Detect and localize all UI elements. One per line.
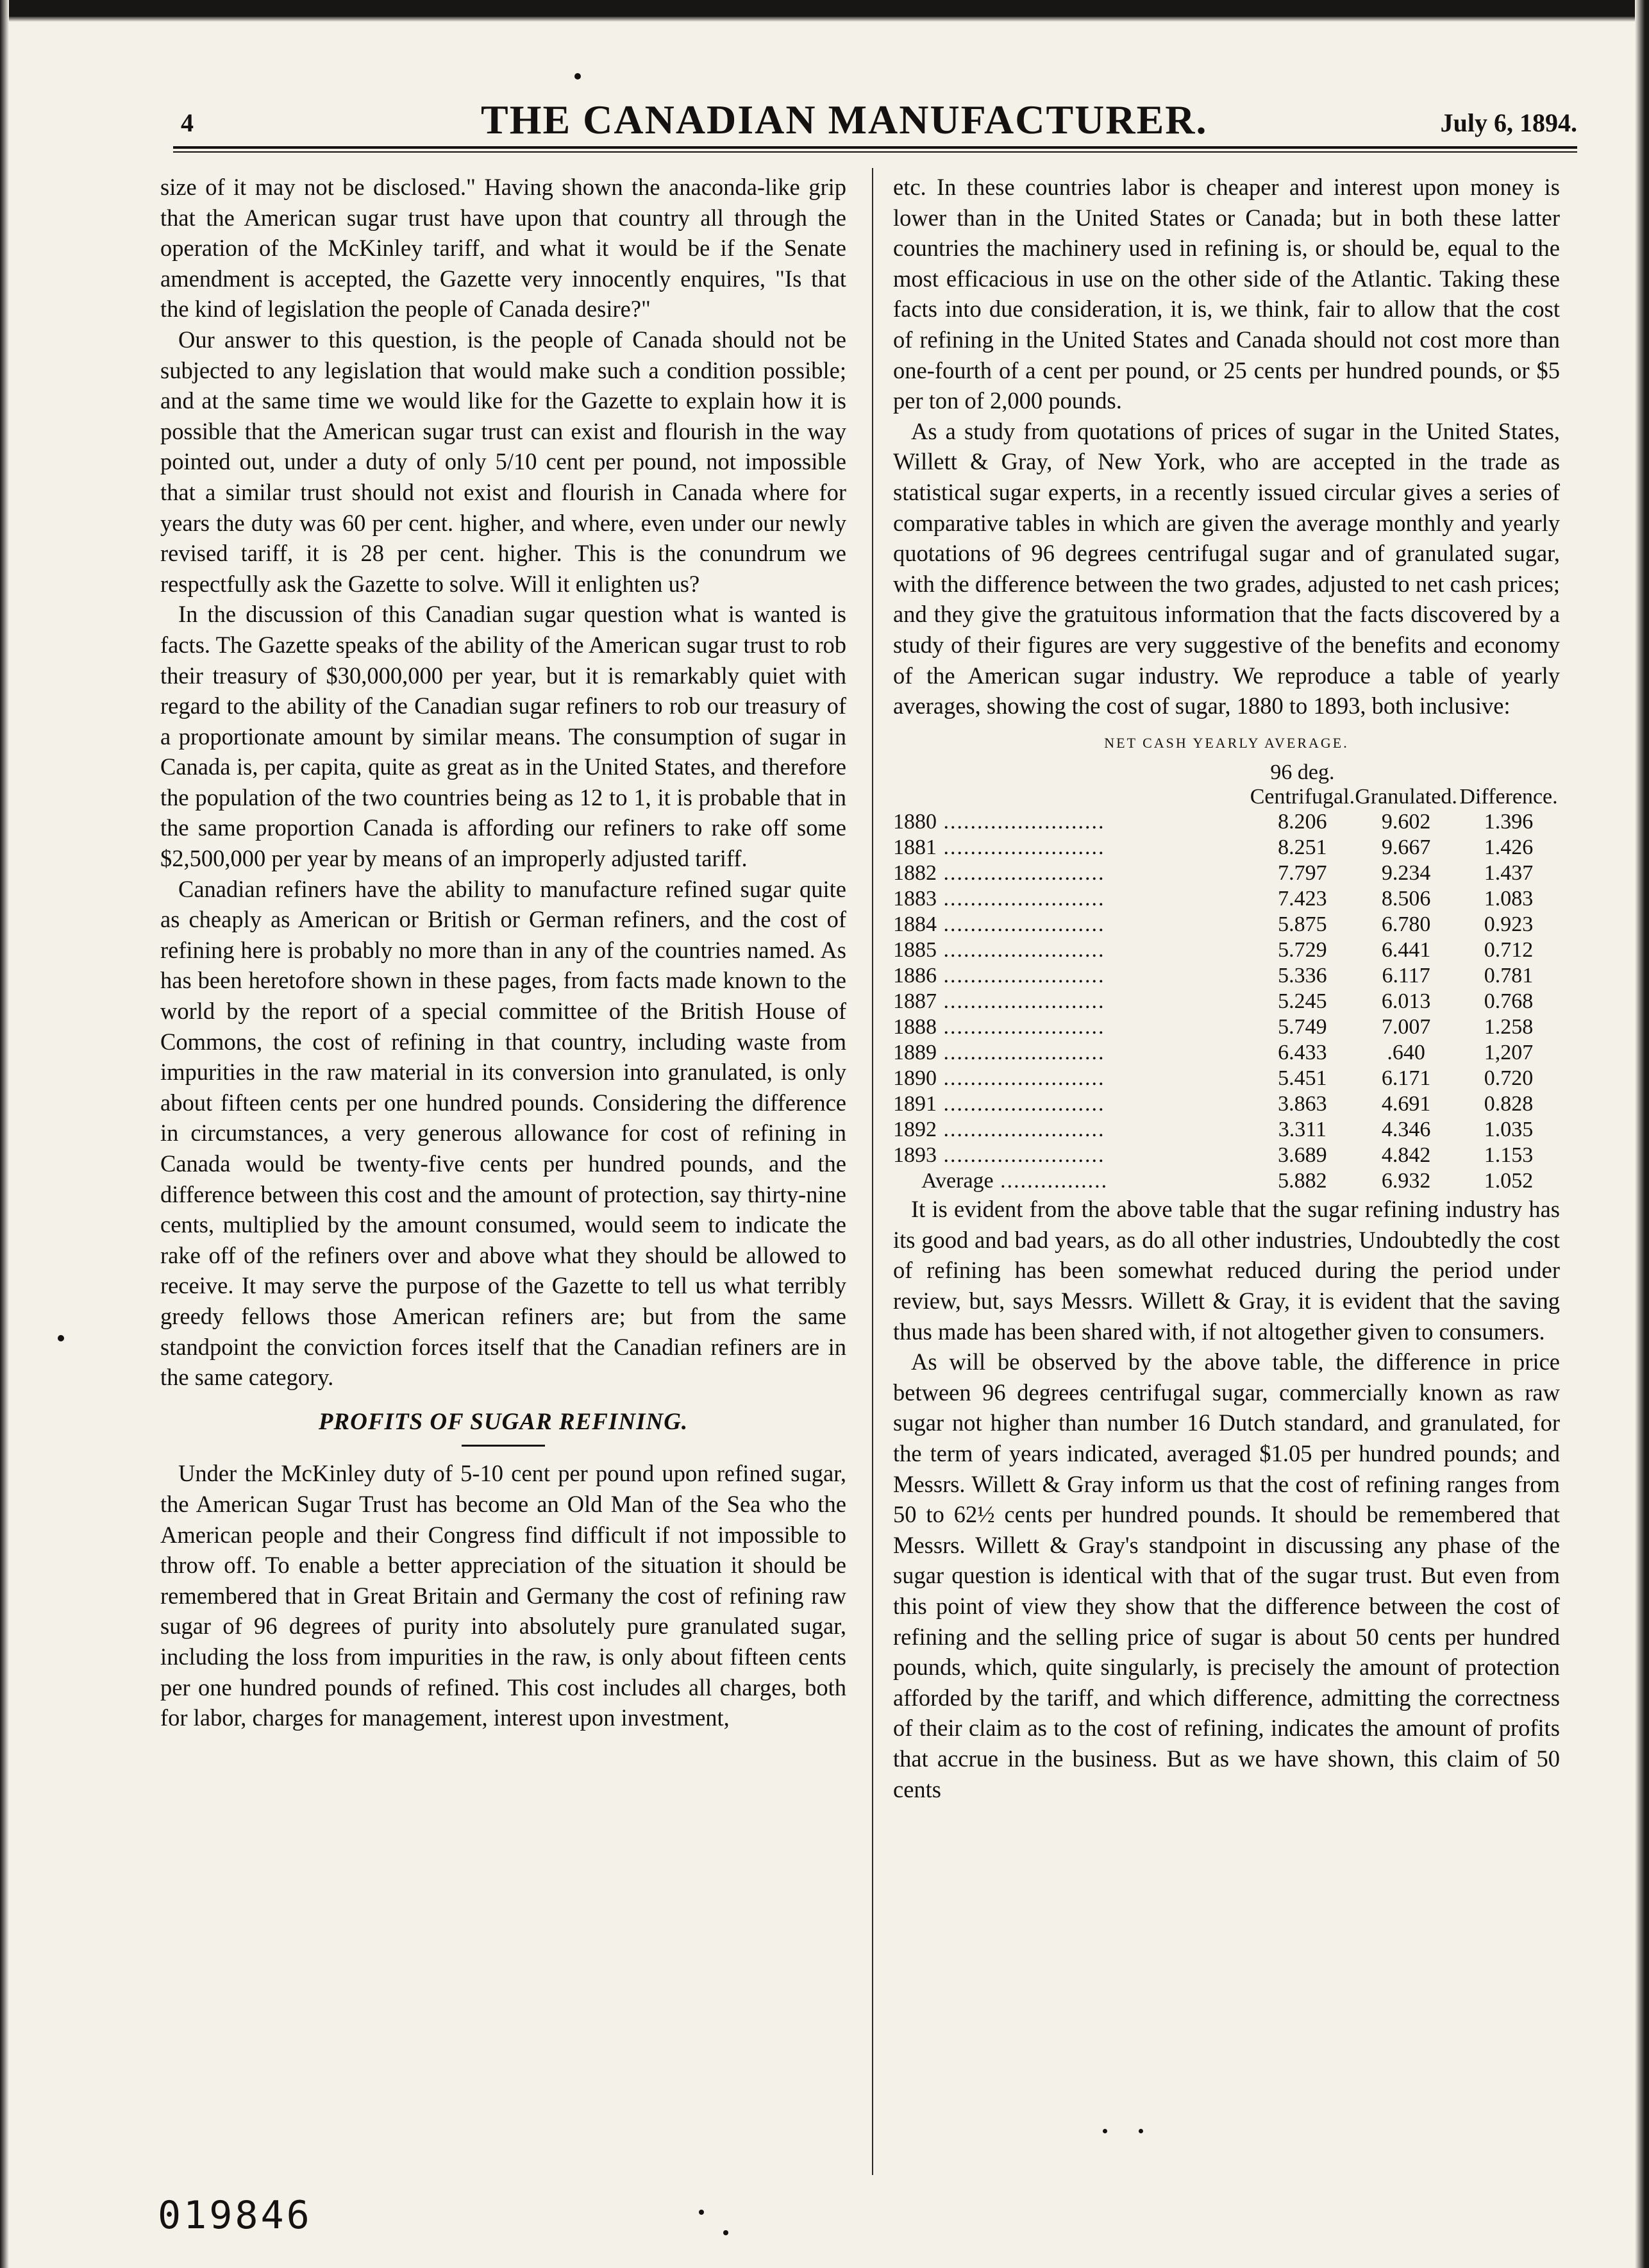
year-label: 1889 xyxy=(893,1041,937,1065)
year-label: Average xyxy=(921,1169,994,1193)
table-cell-year xyxy=(893,1066,1250,1091)
leader-dots: ........................ xyxy=(937,1015,1105,1039)
year-label: 1893 xyxy=(893,1143,937,1168)
article-paragraph: In the discussion of this Canadian sugar question what is wanted is facts. The Gazette speaks of the ability of the American sugar trust to rob their treasury of $30,000,000 per year, but it is remarkably quiet with regard to the ability of the Canadian sugar refiners to rob our treasury of a proportionate amount by similar means. The consumption of sugar in Canada is, per capita, quite as great as in the United States, and therefore the population of the two countries being as 12 to 1, it is probable that in the same proportion Canada is affording our refiners to rake off some $2,500,000 per year by means of an improperly adjusted tariff. xyxy=(160,601,846,872)
year-label: 1885 xyxy=(893,938,937,962)
table-header-difference: Difference. xyxy=(1459,785,1558,809)
section-heading: PROFITS OF SUGAR REFINING. xyxy=(318,1408,689,1435)
leader-dots: ........................ xyxy=(937,1118,1105,1142)
table-cell-difference: 1.035 xyxy=(1484,1118,1534,1142)
table-cell-centrifugal: 5.729 xyxy=(1278,938,1327,962)
catalog-number: 019846 xyxy=(158,2193,312,2238)
table-row xyxy=(893,1066,1560,1091)
table-row xyxy=(893,1091,1560,1117)
year-label: 1887 xyxy=(893,989,937,1014)
table-cell-difference: 1.396 xyxy=(1484,810,1534,834)
article-paragraph: It is evident from the above table that the sugar refining industry has its good and bad years, as do all other industries, Undoubtedly the cost of refining has been somewhat reduced during the period under review, but, says Messrs. Willett & Gray, it is evident that the saving thus made has been shared with, if not altogether given to consumers. xyxy=(893,1196,1560,1345)
table-cell-granulated: 9.602 xyxy=(1381,810,1431,834)
leader-dots: ................ xyxy=(993,1169,1109,1193)
scan-top-shadow xyxy=(0,17,1649,22)
table-cell-centrifugal: 5.245 xyxy=(1278,989,1327,1014)
table-title: NET CASH YEARLY AVERAGE. xyxy=(1104,734,1349,751)
year-label: 1880 xyxy=(893,810,937,834)
table-row xyxy=(893,1040,1560,1066)
table-cell-granulated: 6.780 xyxy=(1381,912,1431,937)
table-header-row xyxy=(893,760,1560,809)
table-row xyxy=(893,809,1560,835)
table-body xyxy=(893,809,1560,1194)
year-label: 1881 xyxy=(893,836,937,860)
table-row xyxy=(893,861,1560,886)
table-cell-granulated: 6.013 xyxy=(1381,989,1431,1014)
table-cell-centrifugal: 3.689 xyxy=(1278,1143,1327,1168)
masthead-title: THE CANADIAN MANUFACTURER. xyxy=(481,97,1208,142)
table-cell-centrifugal: 5.749 xyxy=(1278,1015,1327,1039)
year-label: 1888 xyxy=(893,1015,937,1039)
scan-right-edge xyxy=(1635,0,1649,2268)
table-cell-difference: 1.083 xyxy=(1484,887,1534,911)
table-cell-granulated: 4.346 xyxy=(1381,1118,1431,1142)
table-cell-centrifugal: 8.206 xyxy=(1278,810,1327,834)
table-cell-centrifugal: 3.863 xyxy=(1278,1092,1327,1116)
ink-speck xyxy=(1139,2129,1143,2133)
table-cell-granulated: 8.506 xyxy=(1381,887,1431,911)
table-cell-difference: 1.258 xyxy=(1484,1015,1534,1039)
table-cell-year xyxy=(893,989,1250,1014)
leader-dots: ........................ xyxy=(937,810,1105,834)
section-rule xyxy=(462,1445,545,1447)
table-cell-year xyxy=(893,1117,1250,1143)
table-header-granulated: Granulated. xyxy=(1355,785,1457,809)
table-cell-year xyxy=(893,886,1250,912)
leader-dots: ........................ xyxy=(937,1143,1105,1168)
table-row xyxy=(893,963,1560,989)
table-cell-centrifugal: 5.875 xyxy=(1278,912,1327,937)
year-label: 1891 xyxy=(893,1092,937,1116)
table-row xyxy=(893,886,1560,912)
table-cell-difference: 0.828 xyxy=(1484,1092,1534,1116)
table-row xyxy=(893,1143,1560,1168)
header-rule-thick xyxy=(173,146,1577,149)
table-row xyxy=(893,835,1560,861)
table-cell-granulated: 6.117 xyxy=(1382,964,1430,988)
table-cell-year xyxy=(893,861,1250,886)
ink-speck xyxy=(699,2210,704,2215)
table-cell-granulated: 9.234 xyxy=(1381,861,1431,886)
table-cell-granulated: 7.007 xyxy=(1381,1015,1431,1039)
table-header-centrifugal: 96 deg. Centrifugal. xyxy=(1250,760,1355,809)
ink-speck xyxy=(723,2230,728,2235)
table-row xyxy=(893,1168,1560,1194)
article-paragraph: Canadian refiners have the ability to manufacture refined sugar quite as cheaply as American or British or German refiners, and the cost of refining here is probably no more than in any of the countries named. As has been heretofore shown in these pages, from facts made known to the world by the report of a special committee of the British House of Commons, the cost of refining in that country, including waste from impurities in the raw material in its conversion into granulated, is only about fifteen cents per one hundred pounds. Considering the difference in circumstances, a very generous allowance for cost of refining in Canada would be twenty-five cents per hundred pounds, and the difference between this cost and the amount of protection, say thirty-nine cents, multiplied by the amount consumed, would seem to indicate the rake off of the refiners over and above what they should be allowed to receive. It may serve the purpose of the Gazette to tell us what terribly greedy fellows those American refiners are; but from the same standpoint the conviction forces itself that the Canadian refiners are in the same category. xyxy=(160,875,846,1391)
scan-left-edge xyxy=(0,0,9,2268)
table-row xyxy=(893,937,1560,963)
column-divider xyxy=(872,168,873,2175)
table-cell-granulated: 4.842 xyxy=(1381,1143,1431,1168)
table-cell-year xyxy=(893,1168,1250,1194)
article-paragraph: As a study from quotations of prices of sugar in the United States, Willett & Gray, of New York, who are accepted in the trade as statistical sugar experts, in a recently issued circular gives a series of comparative tables in which are given the average monthly and yearly quotations of 96 degrees centrifugal sugar and of granulated sugar, with the difference between the two grades, adjusted to net cash prices; and they give the gratuitous information that the facts discovered by a study of their figures are very suggestive of the benefits and economy of the American sugar industry. We reproduce a table of yearly averages, showing the cost of sugar, 1880 to 1893, both inclusive: xyxy=(893,417,1560,719)
leader-dots: ........................ xyxy=(937,989,1105,1014)
leader-dots: ........................ xyxy=(937,861,1105,886)
article-paragraph: etc. In these countries labor is cheaper and interest upon money is lower than in the United States or Canada; but in both these latter countries the machinery used in refining is, or should be, equal to the most efficacious in use on the other side of the Atlantic. Taking these facts into due consideration, it is, we think, fair to allow that the cost of refining in the United States and Canada should not cost more than one-fourth of a cent per pound, or 25 cents per hundred pounds, or $5 per ton of 2,000 pounds. xyxy=(893,174,1560,414)
table-cell-year xyxy=(893,835,1250,861)
article-paragraph: As will be observed by the above table, the difference in price between 96 degrees centrifugal sugar, commercially known as raw sugar not higher than number 16 Dutch standard, and granulated, for the term of years indicated, averaged $1.05 per hundred pounds; and Messrs. Willett & Gray inform us that the cost of refining ranges from 50 to 62½ cents per hundred pounds. It should be remembered that Messrs. Willett & Gray's standpoint in discussing any phase of the sugar question is identical with that of the sugar trust. But even from this point of view they show that the difference between the cost of refining and the selling price of sugar is about 50 cents per hundred pounds, which, quite singularly, is precisely the amount of protection afforded by the tariff, and which difference, admitting the correctness of their claim as to the cost of refining, indicates the amount of profits that accrue in the business. But as we have shown, this claim of 50 cents xyxy=(893,1348,1560,1802)
right-column xyxy=(893,172,1560,1804)
year-label: 1882 xyxy=(893,861,937,886)
table-cell-difference: 1.153 xyxy=(1484,1143,1534,1168)
table-cell-year xyxy=(893,1040,1250,1066)
table-cell-centrifugal: 7.423 xyxy=(1278,887,1327,911)
table-cell-difference: 0.768 xyxy=(1484,989,1534,1014)
table-cell-granulated: .640 xyxy=(1387,1041,1425,1065)
table-cell-year xyxy=(893,963,1250,989)
leader-dots: ........................ xyxy=(937,1066,1105,1091)
table-cell-difference: 1.426 xyxy=(1484,836,1534,860)
table-cell-year xyxy=(893,809,1250,835)
sugar-price-table xyxy=(893,760,1560,1194)
table-cell-centrifugal: 7.797 xyxy=(1278,861,1327,886)
table-cell-granulated: 6.171 xyxy=(1381,1066,1431,1091)
table-cell-granulated: 9.667 xyxy=(1381,836,1431,860)
table-cell-difference: 0.720 xyxy=(1484,1066,1534,1091)
table-cell-difference: 1,207 xyxy=(1484,1041,1534,1065)
leader-dots: ........................ xyxy=(937,964,1105,988)
table-cell-year xyxy=(893,1143,1250,1168)
table-cell-year xyxy=(893,912,1250,937)
table-cell-granulated: 6.932 xyxy=(1381,1169,1431,1193)
header-rule-thin xyxy=(173,151,1577,153)
table-cell-year xyxy=(893,937,1250,963)
article-paragraph: size of it may not be disclosed." Having shown the anaconda-like grip that the American sugar trust have upon that country all through the operation of the McKinley tariff, and what it would be if the Senate amendment is accepted, the Gazette very innocently enquires, "Is that the kind of legislation the people of Canada desire?" xyxy=(160,174,846,323)
table-cell-granulated: 6.441 xyxy=(1381,938,1431,962)
table-row xyxy=(893,1014,1560,1040)
table-cell-centrifugal: 5.336 xyxy=(1278,964,1327,988)
page-header xyxy=(173,96,1577,147)
issue-date: July 6, 1894. xyxy=(1440,108,1577,137)
table-header-year xyxy=(893,760,1250,809)
table-cell-centrifugal: 8.251 xyxy=(1278,836,1327,860)
year-label: 1886 xyxy=(893,964,937,988)
leader-dots: ........................ xyxy=(937,887,1105,911)
article-paragraph: Under the McKinley duty of 5-10 cent per pound upon refined sugar, the American Sugar Trust has become an Old Man of the Sea who the American people and their Congress find difficult if not impossible to throw off. To enable a better appreciation of the situation it should be remembered that in Great Britain and Germany the cost of refining raw sugar of 96 degrees of purity into absolutely pure granulated sugar, including the loss from impurities in the raw, is only about fifteen cents per one hundred pounds of refined. This cost includes all charges, both for labor, charges for management, interest upon investment, xyxy=(160,1460,846,1731)
table-row xyxy=(893,989,1560,1014)
scan-top-border xyxy=(0,0,1649,17)
table-cell-granulated: 4.691 xyxy=(1381,1092,1431,1116)
page-number: 4 xyxy=(181,108,194,137)
year-label: 1892 xyxy=(893,1118,937,1142)
table-cell-centrifugal: 5.882 xyxy=(1278,1169,1327,1193)
table-row xyxy=(893,1117,1560,1143)
ink-speck xyxy=(1103,2129,1107,2133)
table-cell-difference: 1.052 xyxy=(1484,1169,1534,1193)
table-cell-year xyxy=(893,1014,1250,1040)
table-row xyxy=(893,912,1560,937)
table-cell-year xyxy=(893,1091,1250,1117)
article-paragraph: Our answer to this question, is the people of Canada should not be subjected to any legislation that would make such a condition possible; and at the same time we would like for the Gazette to explain how it is possible that the American sugar trust can exist and flourish in the way pointed out, under a duty of only 5/10 cent per pound, not impossible that a similar trust should not exist and flourish in Canada where for years the duty was 60 per cent. higher, and where, even under our newly revised tariff, it is 28 per cent. higher. This is the conundrum we respectfully ask the Gazette to solve. Will it enlighten us? xyxy=(160,326,846,597)
table-cell-centrifugal: 5.451 xyxy=(1278,1066,1327,1091)
table-cell-difference: 1.437 xyxy=(1484,861,1534,886)
ink-speck xyxy=(58,1335,64,1341)
leader-dots: ........................ xyxy=(937,912,1105,937)
left-column xyxy=(160,172,846,1733)
year-label: 1884 xyxy=(893,912,937,937)
ink-speck xyxy=(574,73,581,80)
leader-dots: ........................ xyxy=(937,938,1105,962)
table-cell-difference: 0.712 xyxy=(1484,938,1534,962)
year-label: 1890 xyxy=(893,1066,937,1091)
table-cell-difference: 0.923 xyxy=(1484,912,1534,937)
table-cell-centrifugal: 3.311 xyxy=(1278,1118,1327,1142)
leader-dots: ........................ xyxy=(937,836,1105,860)
table-cell-difference: 0.781 xyxy=(1484,964,1534,988)
year-label: 1883 xyxy=(893,887,937,911)
leader-dots: ........................ xyxy=(937,1041,1105,1065)
leader-dots: ........................ xyxy=(937,1092,1105,1116)
table-cell-centrifugal: 6.433 xyxy=(1278,1041,1327,1065)
